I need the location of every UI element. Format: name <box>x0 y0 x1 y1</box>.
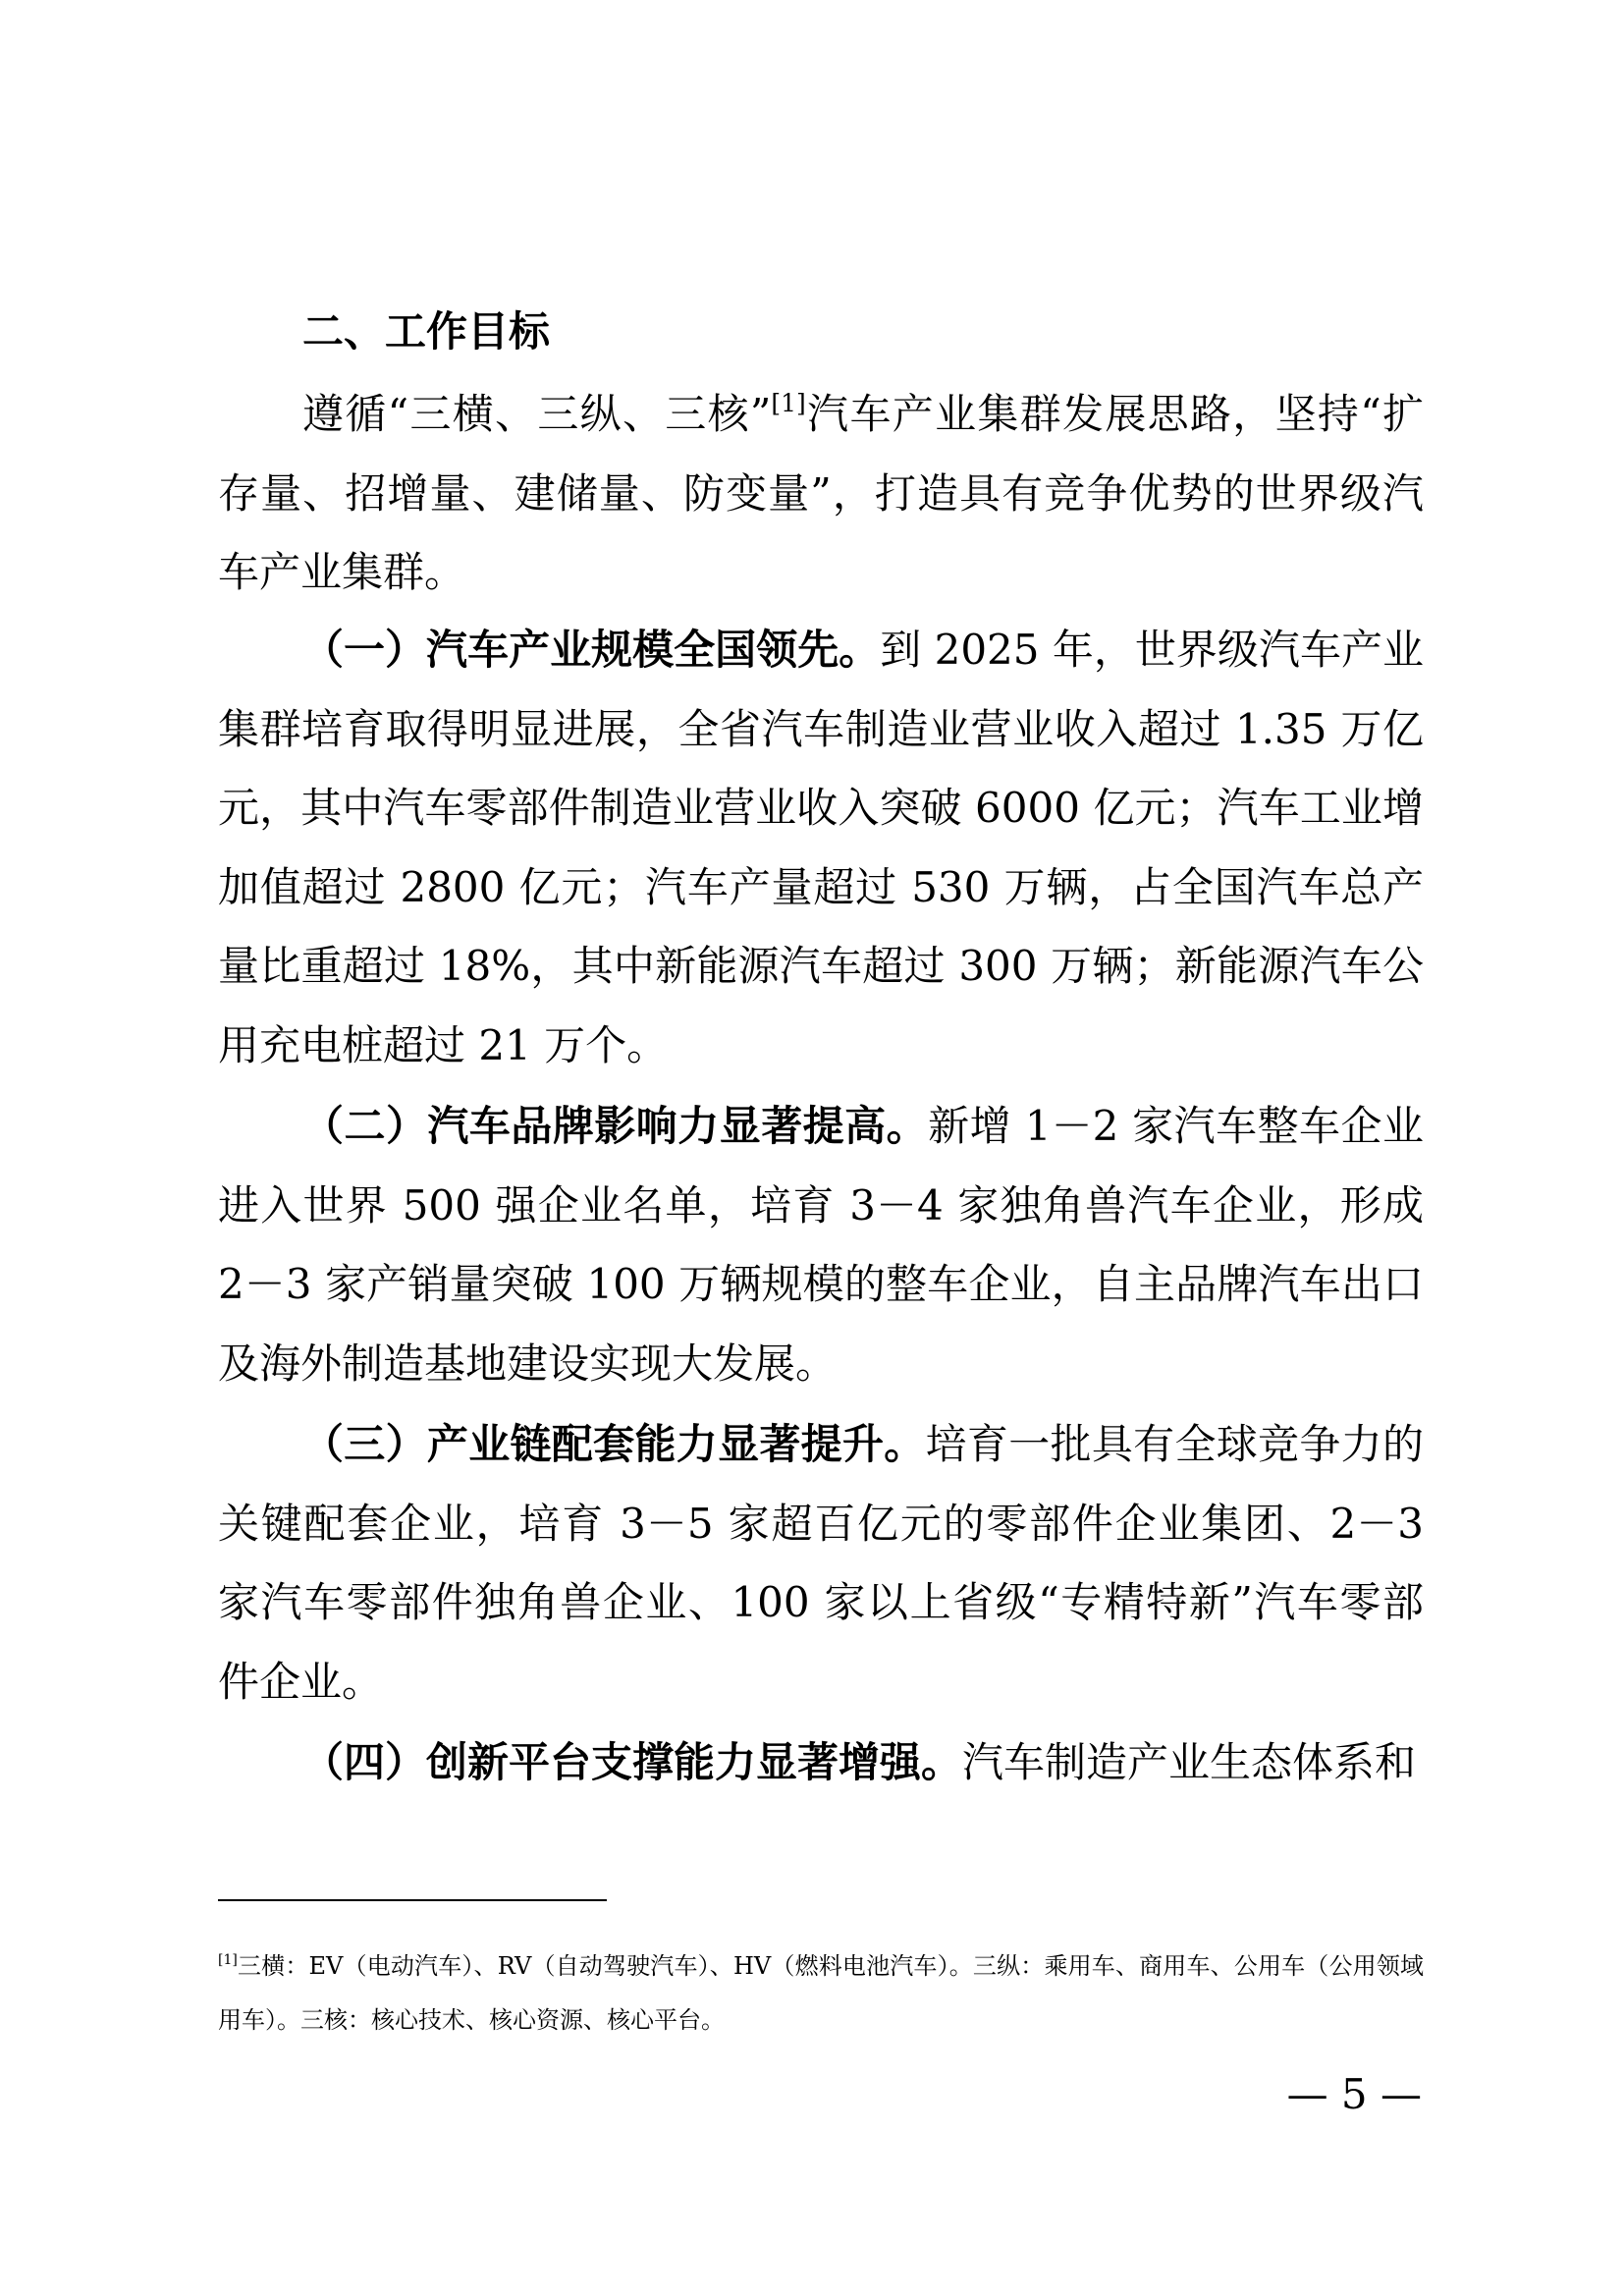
goal-lead-scale: （一）汽车产业规模全国领先。 <box>302 626 881 674</box>
footnote <box>218 1940 1424 2048</box>
goal-body-innovation: 汽车制造产业生态体系和 <box>962 1738 1417 1786</box>
intro-paragraph <box>218 375 1424 613</box>
footnote-reference[interactable]: [1] <box>771 389 806 417</box>
footnote-marker: [1] <box>218 1952 238 1968</box>
goal-body-scale: 到 2025 年，世界级汽车产业集群培育取得明显进展，全省汽车制造业营业收入超过 1.35 万亿元，其中汽车零部件制造业营业收入突破 6000 亿元；汽车工业增加值超过 2800 亿元；汽车产量超过 530 万辆，占全国汽车总产量比重超过 18%，其中新能源汽车超过 300 万辆；新能源汽车公用充电桩超过 21 万个。 <box>218 626 1424 1069</box>
goal-paragraph-innovation <box>218 1723 1424 1803</box>
goal-paragraph-supply-chain <box>218 1405 1424 1721</box>
goal-lead-supply-chain: （三）产业链配套能力显著提升。 <box>302 1420 926 1468</box>
goal-body-brand: 新增 1－2 家汽车整车企业进入世界 500 强企业名单，培育 3－4 家独角兽汽车企业，形成 2－3 家产销量突破 100 万辆规模的整车企业，自主品牌汽车出口及海外制造基地建设实现大发展。 <box>218 1102 1424 1388</box>
goal-paragraph-brand <box>218 1087 1424 1403</box>
goal-paragraph-scale <box>218 611 1424 1085</box>
goal-lead-brand: （二）汽车品牌影响力显著提高。 <box>302 1102 929 1150</box>
goal-lead-innovation: （四）创新平台支撑能力显著增强。 <box>302 1738 963 1786</box>
page-number: — 5 — <box>1286 2070 1422 2118</box>
footnote-divider <box>218 1899 607 1901</box>
goal-body-supply-chain: 培育一批具有全球竞争力的关键配套企业，培育 3－5 家超百亿元的零部件企业集团、2－3 家汽车零部件独角兽企业、100 家以上省级“专精特新”汽车零部件企业。 <box>218 1420 1424 1706</box>
footnote-text: 三横：EV（电动汽车）、RV（自动驾驶汽车）、HV（燃料电池汽车）。三纵：乘用车、商用车、公用车（公用领域用车）。三核：核心技术、核心资源、核心平台。 <box>218 1952 1424 2034</box>
intro-text-before-ref: 遵循“三横、三纵、三核” <box>302 390 772 438</box>
intro-text-after-ref: 汽车产业集群发展思路，坚持“扩存量、招增量、建储量、防变量”，打造具有竞争优势的世界级汽车产业集群。 <box>218 390 1424 596</box>
section-heading: 二、工作目标 <box>302 307 551 355</box>
